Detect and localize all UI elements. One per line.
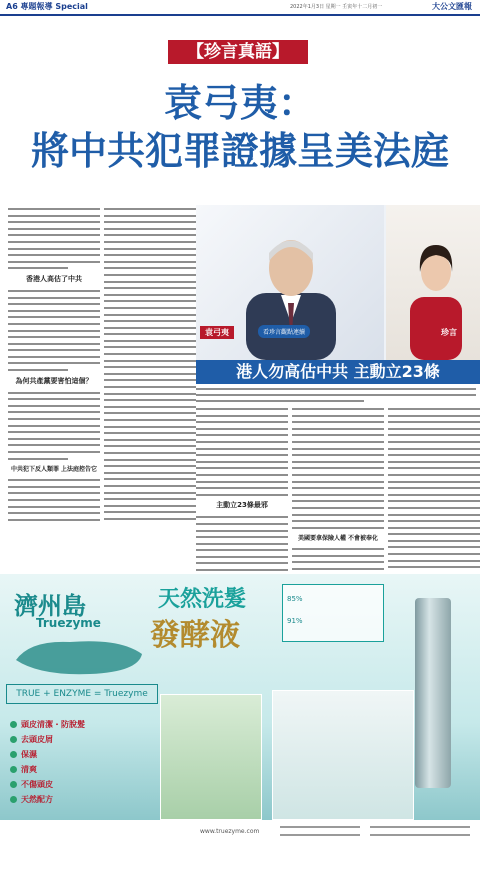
ad-bottle-image — [415, 598, 451, 788]
ad-headline-1: 天然洗髮 — [158, 586, 247, 612]
leaf-icon — [10, 751, 17, 758]
advertisement — [0, 574, 480, 844]
subheading: 主動立23條最邪 — [216, 501, 268, 510]
headline-line2: 將中共犯罪證據呈美法庭 — [30, 128, 449, 173]
subheading: 為何共產黨要害怕這個？ — [15, 376, 93, 385]
photo-banner: 港人勿高估中共 主動立23條 — [196, 360, 480, 384]
interviewee-portrait — [236, 223, 346, 360]
ad-herb-photo — [160, 694, 262, 820]
speaker-name-right: 珍言 — [436, 326, 462, 339]
ad-website: www.truezyme.com — [200, 828, 260, 835]
list-item: 清爽 — [10, 763, 160, 776]
leaf-icon — [10, 721, 17, 728]
article-column-3 — [196, 408, 288, 572]
ad-formula: TRUE + ENZYME = Truezyme — [6, 684, 158, 704]
leaf-icon — [10, 796, 17, 803]
ad-brand: 濟州島 — [14, 591, 86, 620]
list-item: 不傷頭皮 — [10, 778, 160, 791]
leaf-icon — [10, 736, 17, 743]
ad-footer — [0, 820, 480, 844]
island-map-icon — [10, 634, 150, 678]
ad-product-photo — [272, 690, 414, 820]
ad-percent-box: 85% 91% — [282, 584, 384, 642]
ad-brand-sub: Truezyme — [36, 616, 101, 630]
page-header — [0, 0, 480, 16]
leaf-icon — [10, 766, 17, 773]
ad-headline-2: 發酵液 — [150, 618, 240, 653]
headline-line1: 袁弓夷： — [163, 80, 316, 125]
speaker-name-left: 袁弓夷 — [200, 326, 234, 339]
video-label: 看珍言觀點連續 — [258, 325, 310, 338]
newspaper-logo: 大公文匯報 — [432, 1, 472, 11]
page-section: A6 專題報導 Special — [6, 2, 88, 11]
subheading: 中共犯下反人類罪 上法庭控告它 — [10, 466, 98, 474]
column-tag: 【珍言真語】 — [168, 40, 308, 64]
photo-caption — [196, 388, 476, 404]
subheading: 美國要拿保險人權 不會被奉化 — [297, 535, 379, 543]
article-column-4 — [292, 408, 384, 572]
issue-date: 2022年1月3日 星期一 壬寅年十二月初一 — [290, 4, 383, 10]
article-column-2 — [104, 208, 196, 524]
list-item: 去頭皮屑 — [10, 733, 160, 746]
ad-feature-list — [10, 718, 160, 808]
host-portrait — [406, 227, 466, 360]
interview-photo-left — [196, 205, 384, 360]
list-item: 保濕 — [10, 748, 160, 761]
subheading: 香港人高估了中共 — [26, 274, 82, 283]
article-column-1 — [8, 208, 100, 524]
article-column-5 — [388, 408, 480, 572]
interview-photo-right — [386, 205, 480, 360]
leaf-icon — [10, 781, 17, 788]
list-item: 頭皮清潔・防脫髮 — [10, 718, 160, 731]
video-still — [196, 205, 480, 360]
list-item: 天然配方 — [10, 793, 160, 806]
text-block — [8, 208, 100, 269]
